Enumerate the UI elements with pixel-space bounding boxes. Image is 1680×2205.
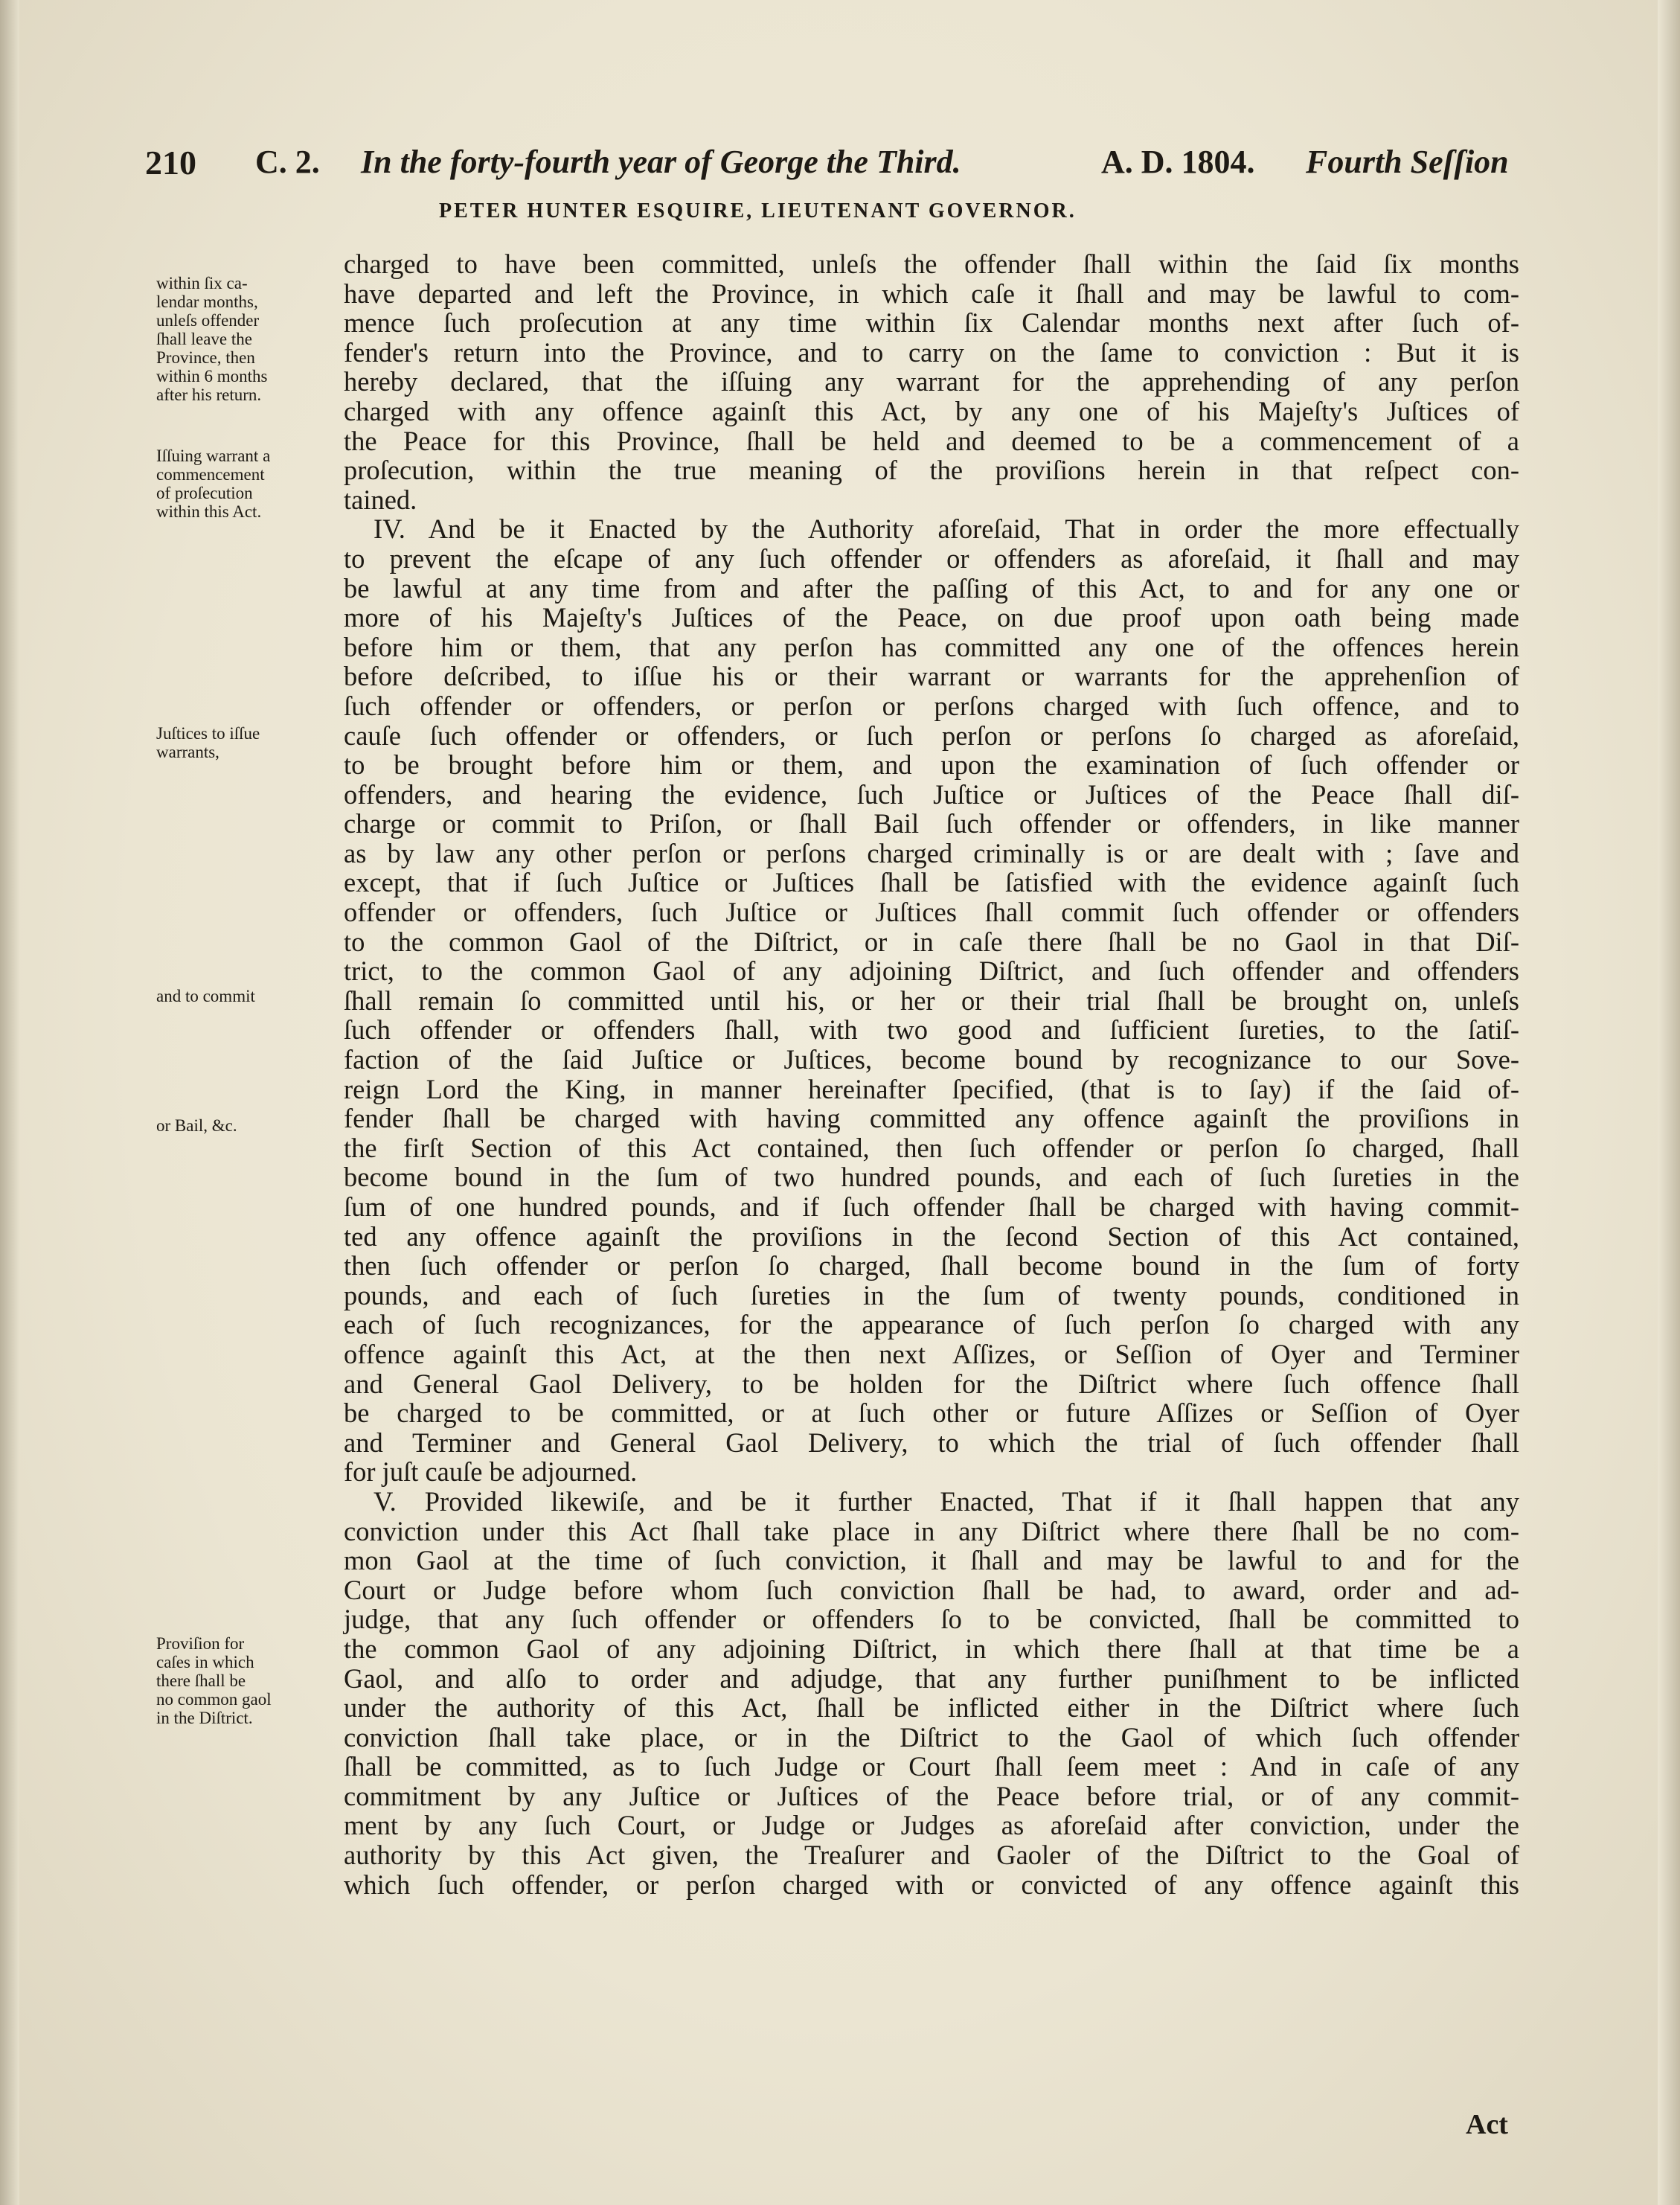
running-header [145,143,1522,188]
body-line: and Terminer and General Gaol Delivery, to which the trial of ſuch offender ſhall [344,1427,1519,1458]
margin-note-line: of proſecution [156,484,253,502]
body-line: ment by any ſuch Court, or Judge or Judges as aforeſaid after conviction, under the [344,1810,1519,1841]
margin-note [156,447,327,521]
body-line: commitment by any Juſtice or Juſtices of the Peace before trial, or of any commit- [344,1780,1519,1811]
margin-note-line: lendar months, [156,292,258,311]
body-line: ſhall remain ſo committed until his, or her or their trial ſhall be brought on, unleſs [344,985,1519,1016]
body-line: judge, that any ſuch offender or offenders ſo to be convicted, ſhall be committed to [344,1604,1519,1635]
body-line: then ſuch offender or perſon ſo charged, ſhall become bound in the ſum of forty [344,1250,1519,1281]
margin-note-line: unleſs offender [156,311,260,330]
body-line: Court or Judge before whom ſuch conviction ſhall be had, to award, order and ad- [344,1574,1519,1605]
body-line: as by law any other perſon or perſons charged criminally is or are dealt with ; ſave and [344,837,1519,868]
body-line: faction of the ſaid Juſtice or Juſtices, become bound by recognizance to our Sove- [344,1044,1519,1075]
body-text [344,249,1519,1899]
body-line: the firſt Section of this Act contained, then ſuch offender or perſon ſo charged, ſhall [344,1132,1519,1163]
body-line: charge or commit to Priſon, or ſhall Bail ſuch offender or offenders, in like manner [344,808,1519,839]
header-session: Fourth Seſſion [1306,144,1509,180]
margin-note [156,1116,327,1135]
body-line: ſuch offender or offenders ſhall, with two good and ſufficient ſureties, to the ſatiſ- [344,1014,1519,1046]
margin-note-line: ſhall leave the [156,330,252,348]
margin-note-line: no common gaol [156,1690,272,1709]
page-edge-left [0,0,19,2205]
body-line: conviction under this Act ſhall take place in any Diſtrict where there ſhall be no com- [344,1515,1519,1546]
margin-note-line: commencement [156,465,265,484]
body-line: charged with any offence againſt this Act, by any one of his Majeſty's Juſtices of [344,395,1519,426]
body-line: tained. [344,484,417,515]
body-line: be lawful at any time from and after the paſſing of this Act, to and for any one or [344,572,1519,604]
page-edge-right [1658,0,1680,2205]
margin-note-line: warrants, [156,743,219,761]
governor-subheader: PETER HUNTER ESQUIRE, LIEUTENANT GOVERNOR. [439,199,1077,223]
body-line: ſhall be committed, as to ſuch Judge or Court ſhall ſeem meet : And in caſe of any [344,1751,1519,1782]
body-line: before deſcribed, to iſſue his or their warrant or warrants for the apprehenſion of [344,661,1519,692]
body-line: the Peace for this Province, ſhall be held and deemed to be a commencement of a [344,425,1519,456]
margin-note-line: after his return. [156,385,262,404]
body-line: fender ſhall be charged with having committed any offence againſt the proviſions in [344,1103,1519,1134]
margin-note-line: Juſtices to iſſue [156,724,260,743]
margin-note-line: caſes in which [156,1653,254,1671]
chapter-number: C. 2. [255,144,320,180]
body-line: and General Gaol Delivery, to be holden for the Diſtrict where ſuch offence ſhall [344,1368,1519,1399]
body-line: to prevent the eſcape of any ſuch offender or offenders as aforeſaid, it ſhall and may [344,543,1519,574]
body-line: ted any offence againſt the proviſions in the ſecond Section of this Act contained, [344,1220,1519,1252]
body-line: trict, to the common Gaol of any adjoining Diſtrict, and ſuch offender and offenders [344,956,1519,987]
body-line: ſum of one hundred pounds, and if ſuch offender ſhall be charged with having commit- [344,1191,1519,1222]
body-line: cauſe ſuch offender or offenders, or ſuch perſon or perſons ſo charged as aforeſaid, [344,720,1519,751]
header-year: A. D. 1804. [1101,144,1255,180]
body-line: for juſt cauſe be adjourned. [344,1456,638,1488]
margin-note-line: there ſhall be [156,1671,246,1690]
body-line: have departed and left the Province, in which caſe it ſhall and may be lawful to com- [344,278,1519,309]
margin-note [156,987,327,1005]
body-line: pounds, and each of ſuch ſureties in the ſum of twenty pounds, conditioned in [344,1279,1519,1310]
margin-note-line: and to commit [156,987,255,1005]
margin-note-line: Iſſuing warrant a [156,447,271,465]
body-line: conviction ſhall take place, or in the Diſtrict to the Gaol of which ſuch offender [344,1721,1519,1753]
margin-note-line: or Bail, &c. [156,1116,237,1135]
margin-note-line: Province, then [156,348,255,367]
body-line: IV. And be it Enacted by the Authority aforeſaid, That in order the more effectually [373,513,1519,545]
body-line: ſuch offender or offenders, or perſon or perſons charged with ſuch offence, and to [344,690,1519,721]
body-line: which ſuch offender, or perſon charged with or convicted of any offence againſt this [344,1869,1519,1900]
body-line: offender or offenders, ſuch Juſtice or Juſtices ſhall commit ſuch offender or offenders [344,897,1519,928]
body-line: to be brought before him or them, and upon the examination of ſuch offender or [344,749,1519,781]
margin-note-line: within ſix ca- [156,274,248,292]
body-line: under the authority of this Act, ſhall be inflicted either in the Diſtrict where ſuch [344,1692,1519,1724]
body-line: except, that if ſuch Juſtice or Juſtices ſhall be ſatisfied with the evidence againſt ſuch [344,867,1519,898]
body-line: offence againſt this Act, at the then next Aſſizes, or Seſſion of Oyer and Terminer [344,1338,1519,1369]
body-line: before him or them, that any perſon has committed any one of the offences herein [344,631,1519,662]
body-line: become bound in the ſum of two hundred pounds, and each of ſuch ſureties in the [344,1162,1519,1193]
body-line: more of his Majeſty's Juſtices of the Peace, on due proof upon oath being made [344,602,1519,633]
body-line: V. Provided likewiſe, and be it further Enacted, That if it ſhall happen that any [373,1485,1519,1517]
margin-note-line: in the Diſtrict. [156,1709,253,1727]
margin-note [156,724,327,761]
header-title: In the forty-fourth year of George the Third. [361,144,961,180]
body-line: authority by this Act given, the Treaſurer and Gaoler of the Diſtrict to the Goal of [344,1840,1519,1871]
body-line: be charged to be committed, or at ſuch other or future Aſſizes or Seſſion of Oyer [344,1398,1519,1429]
page-number: 210 [145,144,196,182]
body-line: reign Lord the King, in manner hereinafter ſpecified, (that is to ſay) if the ſaid of- [344,1073,1519,1104]
body-line: mence ſuch proſecution at any time within ſix Calendar months next after ſuch of- [344,307,1519,339]
body-line: offenders, and hearing the evidence, ſuch Juſtice or Juſtices of the Peace ſhall diſ- [344,778,1519,810]
body-line: fender's return into the Province, and to carry on the ſame to conviction : But it is [344,336,1519,368]
body-line: Gaol, and alſo to order and adjudge, that any further puniſhment to be inflicted [344,1662,1519,1694]
body-line: the common Gaol of any adjoining Diſtrict, in which there ſhall at that time be a [344,1633,1519,1664]
margin-note-line: within 6 months [156,367,268,385]
catchword: Act [1466,2109,1508,2140]
margin-note [156,1634,327,1727]
margin-note-line: Proviſion for [156,1634,245,1653]
body-line: proſecution, within the true meaning of the proviſions herein in that reſpect con- [344,455,1519,486]
body-line: each of ſuch recognizances, for the appearance of ſuch perſon ſo charged with any [344,1309,1519,1340]
margin-note-line: within this Act. [156,502,262,521]
margin-note [156,274,327,404]
body-line: charged to have been committed, unleſs the offender ſhall within the ſaid ſix months [344,249,1519,279]
body-line: to the common Gaol of the Diſtrict, or in caſe there ſhall be no Gaol in that Diſ- [344,926,1519,957]
body-line: mon Gaol at the time of ſuch conviction, it ſhall and may be lawful to and for the [344,1545,1519,1576]
body-line: hereby declared, that the iſſuing any warrant for the apprehending of any perſon [344,366,1519,397]
